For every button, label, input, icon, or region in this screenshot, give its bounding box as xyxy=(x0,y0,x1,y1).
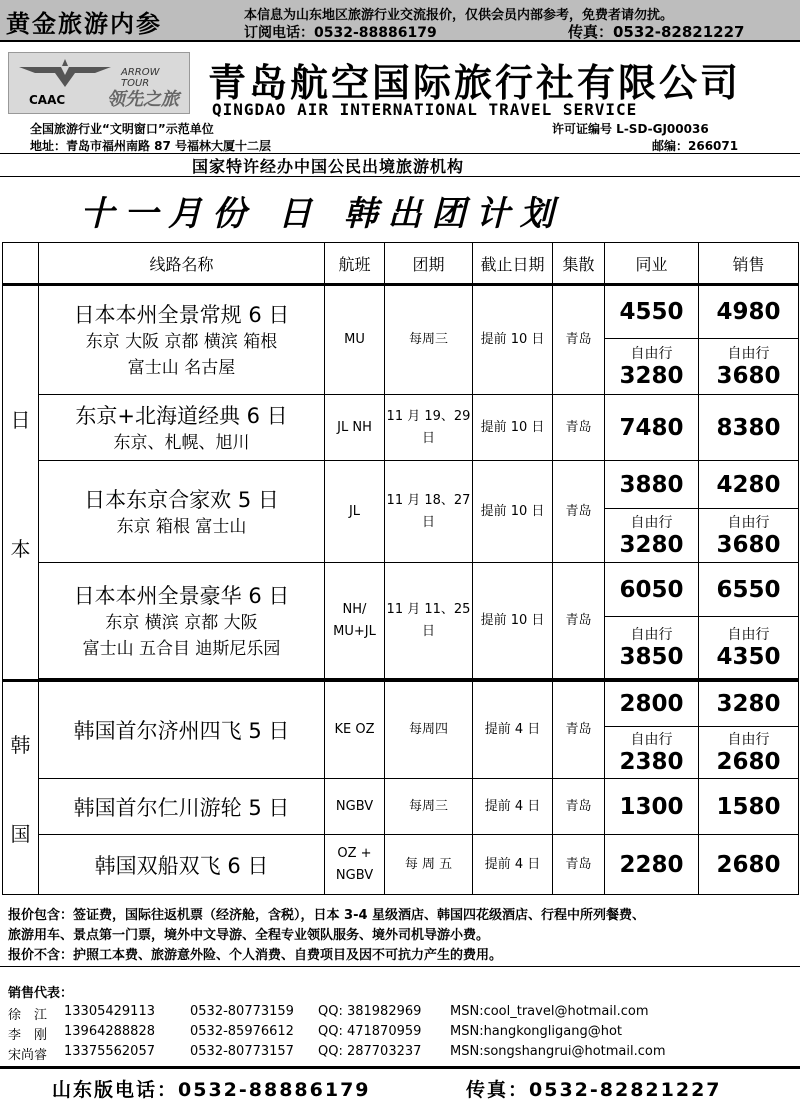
deadline-cell: 提前 10 日 xyxy=(473,563,553,679)
licensed-org: 国家特许经办中国公民出境旅游机构 xyxy=(192,157,465,176)
retail-price: 1580 xyxy=(699,779,799,835)
price-value: 2380 xyxy=(619,748,684,775)
flight-cell: NGBV xyxy=(325,779,385,835)
price-value: 3680 xyxy=(716,362,781,389)
table-row xyxy=(3,835,799,895)
rep-qq: QQ: 287703237 xyxy=(318,1044,422,1059)
free-label: 自由行 xyxy=(630,626,673,643)
dates-cell: 每周三 xyxy=(385,779,473,835)
dates-cell: 11 月 19、29 日 xyxy=(385,395,473,461)
header-dates: 团期 xyxy=(385,243,473,285)
free-label: 自由行 xyxy=(727,345,770,362)
header-route: 线路名称 xyxy=(39,243,325,285)
price-value: 3280 xyxy=(619,362,684,389)
free-retail-price xyxy=(699,339,799,395)
divider xyxy=(0,966,800,967)
free-retail-price xyxy=(699,617,799,679)
header-blank xyxy=(3,243,39,285)
rep-mobile: 13375562057 xyxy=(64,1044,155,1059)
deadline-cell: 提前 4 日 xyxy=(473,681,553,779)
deadline-cell: 提前 10 日 xyxy=(473,395,553,461)
table-row xyxy=(3,681,799,727)
postcode-text: 邮编：266071 xyxy=(652,139,739,153)
hub-cell: 青岛 xyxy=(553,835,605,895)
route-cities: 东京、札幌、旭川 xyxy=(113,432,250,453)
rep-phone: 0532-80773157 xyxy=(190,1044,294,1059)
award-text: 全国旅游行业“文明窗口”示范单位 xyxy=(30,122,214,136)
route-cell xyxy=(39,563,325,679)
hub-cell: 青岛 xyxy=(553,779,605,835)
company-logo xyxy=(8,52,190,114)
free-trade-price xyxy=(605,509,699,563)
route-cell xyxy=(39,835,325,895)
free-retail-price xyxy=(699,727,799,779)
flight-cell: JL NH xyxy=(325,395,385,461)
trade-price: 6050 xyxy=(605,563,699,617)
dates-cell: 每周三 xyxy=(385,285,473,395)
route-name: 日本本州全景常规 6 日 xyxy=(73,303,290,327)
free-trade-price xyxy=(605,727,699,779)
dates-cell: 11 月 11、25 日 xyxy=(385,563,473,679)
subscribe-phone: 订阅电话：0532-88886179 xyxy=(244,25,437,41)
free-trade-price xyxy=(605,617,699,679)
rep-name: 宋尚睿 xyxy=(8,1048,48,1063)
top-banner xyxy=(0,0,800,42)
hub-cell: 青岛 xyxy=(553,461,605,563)
route-cell xyxy=(39,681,325,779)
retail-price: 2680 xyxy=(699,835,799,895)
license-number: 许可证编号 L-SD-GJ00036 xyxy=(552,122,709,136)
route-cities: 东京 箱根 富士山 xyxy=(116,516,247,537)
header-hub: 集散 xyxy=(553,243,605,285)
rep-name: 徐 江 xyxy=(8,1008,48,1023)
route-name: 日本东京合家欢 5 日 xyxy=(84,487,279,512)
company-name: 青岛航空国际旅行社有限公司 xyxy=(208,61,742,105)
hub-cell: 青岛 xyxy=(553,285,605,395)
tour-table xyxy=(2,242,799,895)
price-value: 3680 xyxy=(716,531,781,558)
logo-arrow-tour: ARROW TOUR xyxy=(121,67,160,89)
retail-price: 4980 xyxy=(699,285,799,339)
table-row xyxy=(3,779,799,835)
route-cell xyxy=(39,779,325,835)
retail-price: 4280 xyxy=(699,461,799,509)
header-retail: 销售 xyxy=(699,243,799,285)
region-japan xyxy=(3,285,39,681)
route-name: 韩国首尔济州四飞 5 日 xyxy=(73,719,290,743)
deadline-cell: 提前 10 日 xyxy=(473,461,553,563)
rep-msn[interactable]: MSN:songshangrui@hotmail.com xyxy=(450,1044,666,1059)
price-value: 3280 xyxy=(619,531,684,558)
trade-price: 1300 xyxy=(605,779,699,835)
region-char: 国 xyxy=(10,822,31,846)
header-flight: 航班 xyxy=(325,243,385,285)
price-value: 2680 xyxy=(716,748,781,775)
rep-phone: 0532-85976612 xyxy=(190,1024,294,1039)
region-char: 韩 xyxy=(10,733,31,757)
table-row xyxy=(3,563,799,617)
route-cell xyxy=(39,285,325,395)
flight-cell: OZ + NGBV xyxy=(325,835,385,895)
trade-price: 7480 xyxy=(605,395,699,461)
rep-msn[interactable]: MSN:cool_travel@hotmail.com xyxy=(450,1004,649,1019)
price-value: 3850 xyxy=(619,643,684,670)
route-name: 韩国首尔仁川游轮 5 日 xyxy=(73,795,290,820)
logo-slogan: 领先之旅 xyxy=(107,89,179,110)
route-cities: 东京 大阪 京都 横滨 箱根 xyxy=(85,332,278,352)
flight-cell: MU xyxy=(325,285,385,395)
header-trade: 同业 xyxy=(605,243,699,285)
bottom-banner xyxy=(0,1066,800,1100)
sales-title: 销售代表： xyxy=(8,986,74,1001)
region-korea xyxy=(3,681,39,895)
rep-mobile: 13964288828 xyxy=(64,1024,155,1039)
deadline-cell: 提前 4 日 xyxy=(473,779,553,835)
retail-price: 3280 xyxy=(699,681,799,727)
footer-fax: 传真：0532-82821227 xyxy=(466,1079,722,1101)
route-cities: 富士山 五合目 迪斯尼乐园 xyxy=(82,638,281,659)
dates-cell: 11 月 18、27 日 xyxy=(385,461,473,563)
route-cities: 东京 横滨 京都 大阪 xyxy=(105,612,258,633)
hub-cell: 青岛 xyxy=(553,563,605,679)
notice-text: 本信息为山东地区旅游行业交流报价，仅供会员内部参考，免费者请勿扰。 xyxy=(244,8,674,23)
route-name: 日本本州全景豪华 6 日 xyxy=(73,583,290,608)
route-name: 韩国双船双飞 6 日 xyxy=(94,853,269,878)
region-char: 日 xyxy=(10,407,31,432)
included-note-2: 旅游用车、景点第一门票，境外中文导游、全程专业领队服务、境外司机导游小费。 xyxy=(8,928,490,943)
rep-mobile: 13305429113 xyxy=(64,1004,155,1019)
address-text: 地址：青岛市福州南路 87 号福林大厦十二层 xyxy=(30,139,272,153)
deadline-cell: 提前 10 日 xyxy=(473,285,553,395)
trade-price: 4550 xyxy=(605,285,699,339)
retail-price: 6550 xyxy=(699,563,799,617)
free-trade-price xyxy=(605,339,699,395)
deadline-cell: 提前 4 日 xyxy=(473,835,553,895)
trade-price: 3880 xyxy=(605,461,699,509)
header-deadline: 截止日期 xyxy=(473,243,553,285)
free-retail-price xyxy=(699,509,799,563)
trade-price: 2800 xyxy=(605,681,699,727)
logo-caac: CAAC xyxy=(29,93,66,107)
free-label: 自由行 xyxy=(727,514,770,531)
dates-cell: 每周四 xyxy=(385,681,473,779)
flight-cell: NH/ MU+JL xyxy=(325,563,385,679)
rep-name: 李 刚 xyxy=(8,1028,48,1043)
route-cell xyxy=(39,395,325,461)
flight-cell: KE OZ xyxy=(325,681,385,779)
table-row xyxy=(3,395,799,461)
trade-price: 2280 xyxy=(605,835,699,895)
included-note-1: 报价包含：签证费，国际往返机票（经济舱，含税），日本 3-4 星级酒店、韩国四花级酒店、行程中所列餐费、 xyxy=(8,908,646,923)
top-fax: 传真：0532-82821227 xyxy=(568,23,745,41)
flight-cell: JL xyxy=(325,461,385,563)
plan-title: 十一月份 日 韩出团计划 xyxy=(80,194,564,234)
hub-cell: 青岛 xyxy=(553,681,605,779)
dates-cell: 每 周 五 xyxy=(385,835,473,895)
free-label: 自由行 xyxy=(630,731,673,748)
footer-tel: 山东版电话：0532-88886179 xyxy=(52,1079,371,1101)
table-row xyxy=(3,285,799,339)
excluded-note: 报价不含：护照工本费、旅游意外险、个人消费、自费项目及因不可抗力产生的费用。 xyxy=(8,948,503,963)
route-cities: 富士山 名古屋 xyxy=(127,358,236,378)
free-label: 自由行 xyxy=(630,514,673,531)
rep-phone: 0532-80773159 xyxy=(190,1004,294,1019)
brand-title: 黄金旅游内参 xyxy=(6,10,162,38)
free-label: 自由行 xyxy=(630,345,673,362)
rep-qq: QQ: 381982969 xyxy=(318,1004,422,1019)
price-value: 4350 xyxy=(716,643,781,670)
rep-msn[interactable]: MSN:hangkongligang@hot xyxy=(450,1024,623,1039)
rep-qq: QQ: 471870959 xyxy=(318,1024,422,1039)
divider xyxy=(0,176,800,177)
company-name-en: QINGDAO AIR INTERNATIONAL TRAVEL SERVICE xyxy=(212,100,638,119)
region-char: 本 xyxy=(10,536,31,561)
wings-icon xyxy=(15,57,115,95)
table-row xyxy=(3,461,799,509)
retail-price: 8380 xyxy=(699,395,799,461)
table-header xyxy=(3,243,799,285)
free-label: 自由行 xyxy=(727,626,770,643)
free-label: 自由行 xyxy=(727,731,770,748)
route-name: 东京+北海道经典 6 日 xyxy=(75,403,288,428)
hub-cell: 青岛 xyxy=(553,395,605,461)
route-cell xyxy=(39,461,325,563)
